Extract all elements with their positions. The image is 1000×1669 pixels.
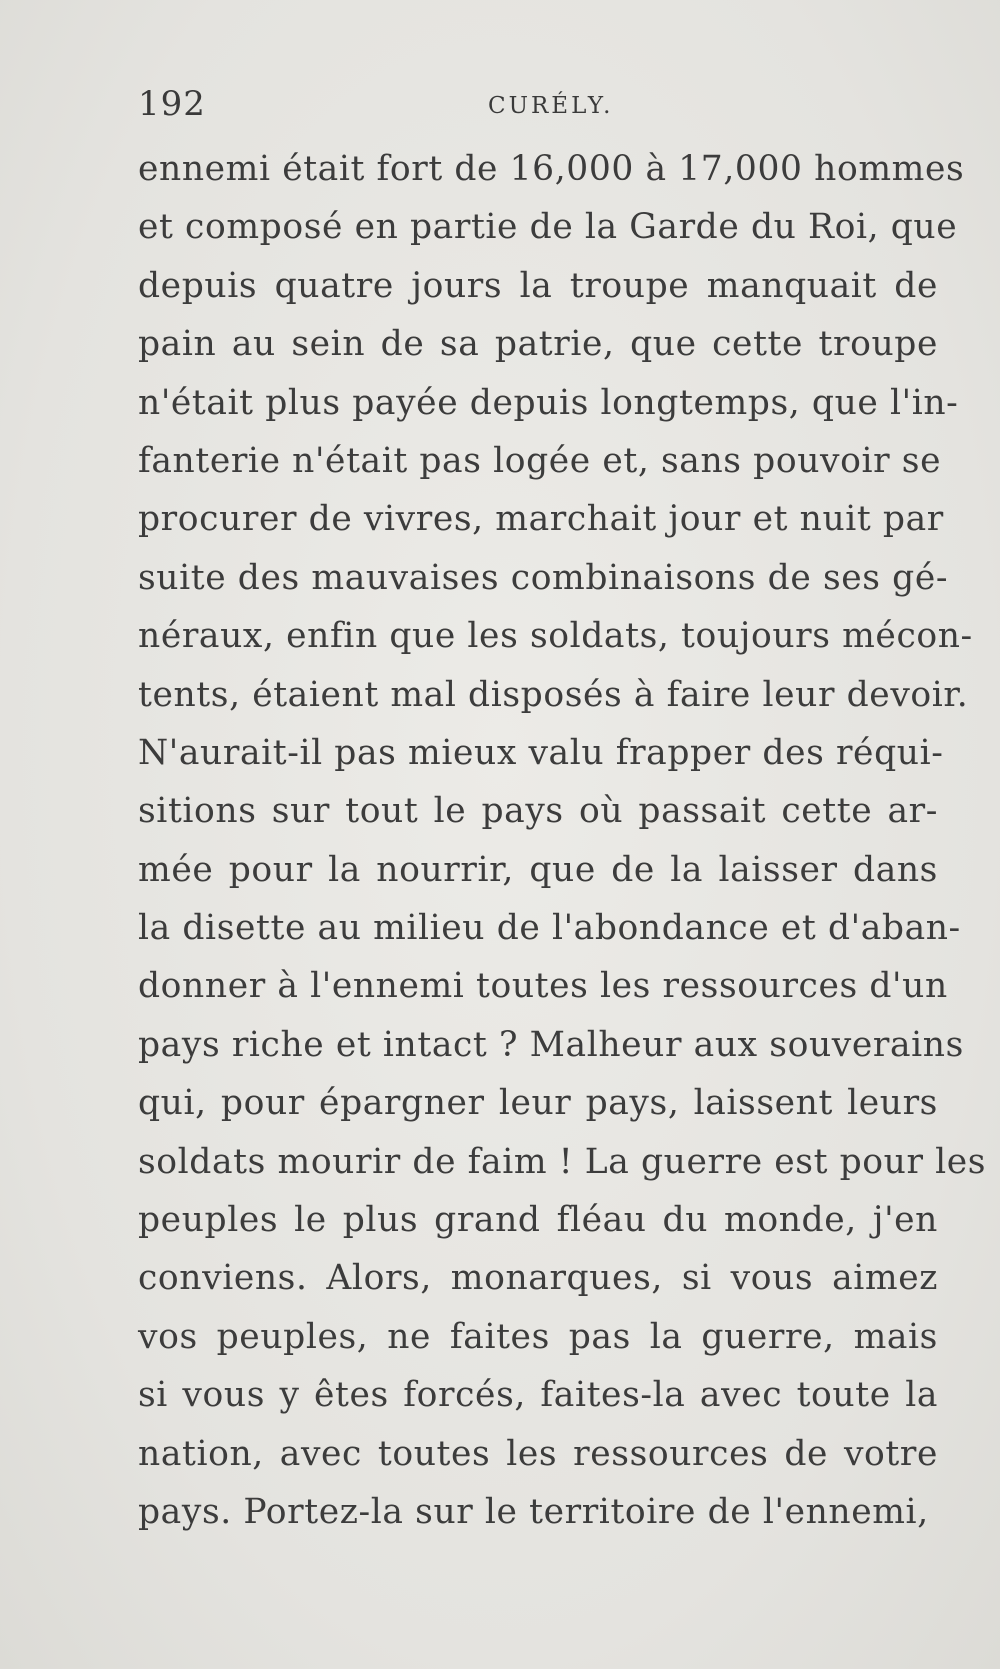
text-line: et composé en partie de la Garde du Roi, que (138, 207, 958, 248)
text-line: conviens. Alors, monarques, si vous aimez (138, 1258, 938, 1299)
text-line: pays riche et intact ? Malheur aux souverains (138, 1024, 964, 1065)
page-header (138, 80, 935, 130)
text-line: nation, avec toutes les ressources de votre (138, 1433, 938, 1474)
text-line: donner à l'ennemi toutes les ressources d'un (138, 966, 948, 1007)
text-line: depuis quatre jours la troupe manquait de (138, 265, 938, 306)
text-line: fanterie n'était pas logée et, sans pouvoir se (138, 440, 942, 481)
text-line: pain au sein de sa patrie, que cette troupe (138, 324, 938, 365)
text-line: suite des mauvaises combinaisons de ses gé- (138, 557, 949, 598)
text-line: mée pour la nourrir, que de la laisser dans (138, 849, 938, 890)
text-line: la disette au milieu de l'abondance et d'aban- (138, 908, 961, 949)
text-line: peuples le plus grand fléau du monde, j'en (138, 1200, 938, 1241)
text-line: soldats mourir de faim ! La guerre est pour les (138, 1141, 987, 1182)
text-line: N'aurait-il pas mieux valu frapper des réqui- (138, 732, 944, 773)
text-line: tents, étaient mal disposés à faire leur devoir. (138, 674, 969, 715)
page-number: 192 (138, 84, 206, 124)
text-line: procurer de vivres, marchait jour et nuit par (138, 499, 944, 540)
text-line: néraux, enfin que les soldats, toujours mécon- (138, 616, 973, 657)
text-line: vos peuples, ne faites pas la guerre, mais (138, 1316, 938, 1357)
body-text (138, 140, 987, 1541)
text-line: pays. Portez-la sur le territoire de l'ennemi, (138, 1491, 929, 1532)
running-title: CURÉLY. (488, 93, 614, 119)
text-line: si vous y êtes forcés, faites-la avec toute la (138, 1375, 938, 1416)
text-line: n'était plus payée depuis longtemps, que l'in- (138, 382, 959, 423)
text-line: ennemi était fort de 16,000 à 17,000 hommes (138, 149, 965, 189)
text-line: qui, pour épargner leur pays, laissent leurs (138, 1083, 938, 1124)
text-line: sitions sur tout le pays où passait cette ar- (138, 791, 938, 832)
